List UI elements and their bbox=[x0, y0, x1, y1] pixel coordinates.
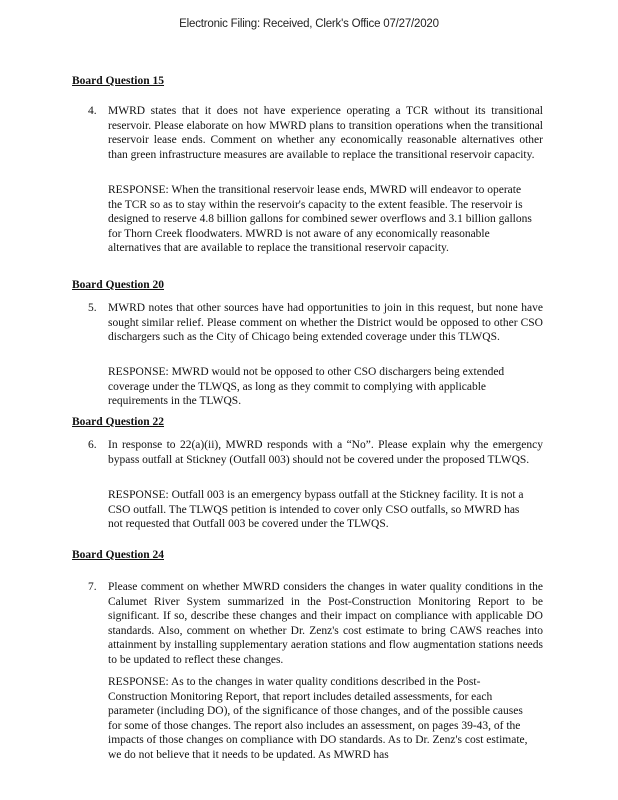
question-text: Please comment on whether MWRD considers the changes in water quality conditions in the Calumet River System summarized in the Post-Construction Monitoring Report to be significant. If so, describe these changes and their impact on compliance with applicable DO standards. Also, comment on whether Dr. Zenz's cost estimate to bring CAWS reaches into attainment by installing supplementary aeration stations and flow augmentation stations needs to be updated to reflect these changes. bbox=[108, 581, 543, 666]
response-text: RESPONSE: As to the changes in water quality conditions described in the Post-Construction Monitoring Report, that report includes detailed assessments, for each parameter (including DO), of the significance of those changes, and of the possible causes for some of those changes. The report also includes an assessment, on pages 39-43, of the impacts of those changes on compliance with DO standards. As to Dr. Zenz's cost estimate, we do not believe that it needs to be updated. As MWRD has bbox=[108, 676, 528, 761]
question-item bbox=[88, 301, 543, 345]
question-number: 7. bbox=[88, 581, 97, 593]
question-number: 6. bbox=[88, 439, 97, 451]
question-text: In response to 22(a)(ii), MWRD responds with a “No”. Please explain why the emergency bypass outfall at Stickney (Outfall 003) should not be covered under the proposed TLWQS. bbox=[108, 439, 543, 466]
question-text: MWRD states that it does not have experience operating a TCR without its transitional reservoir. Please elaborate on how MWRD plans to transition operations when the transitional reservoir lease ends. Comment on whether any economically reasonable alternatives other than green infrastructure measures are available to replace the transitional reservoir capacity. bbox=[108, 105, 543, 161]
response-text: RESPONSE: Outfall 003 is an emergency bypass outfall at the Stickney facility. It is not a CSO outfall. The TLWQS petition is intended to cover only CSO outfalls, so MWRD has not requested that Outfall 003 be covered under the TLWQS. bbox=[108, 489, 524, 531]
response-text: RESPONSE: When the transitional reservoir lease ends, MWRD will endeavor to operate the TCR so as to stay within the reservoir's capacity to the extent feasible. The reservoir is designed to reserve 4.8 billion gallons for combined sewer overflows and 3.1 billion gallons for Thorn Creek floodwaters. MWRD is not aware of any economically reasonable alternatives that are available to replace the transitional reservoir capacity. bbox=[108, 184, 532, 255]
section-heading: Board Question 24 bbox=[72, 549, 165, 561]
section-heading: Board Question 22 bbox=[72, 416, 165, 428]
electronic-filing-stamp: Electronic Filing: Received, Clerk's Office 07/27/2020 bbox=[179, 18, 439, 30]
question-item bbox=[88, 580, 543, 668]
question-number: 5. bbox=[88, 302, 97, 314]
question-item bbox=[88, 438, 543, 467]
question-text: MWRD notes that other sources have had opportunities to join in this request, but none have sought similar relief. Please comment on whether the District would be opposed to other CSO dischargers such as the City of Chicago being extended coverage under this TLWQS. bbox=[108, 302, 543, 344]
section-heading: Board Question 20 bbox=[72, 279, 165, 291]
question-item bbox=[88, 104, 543, 162]
section-heading: Board Question 15 bbox=[72, 75, 165, 87]
question-number: 4. bbox=[88, 105, 97, 117]
response-text: RESPONSE: MWRD would not be opposed to other CSO dischargers being extended coverage under the TLWQS, as long as they commit to complying with applicable requirements in the TLWQS. bbox=[108, 366, 505, 408]
